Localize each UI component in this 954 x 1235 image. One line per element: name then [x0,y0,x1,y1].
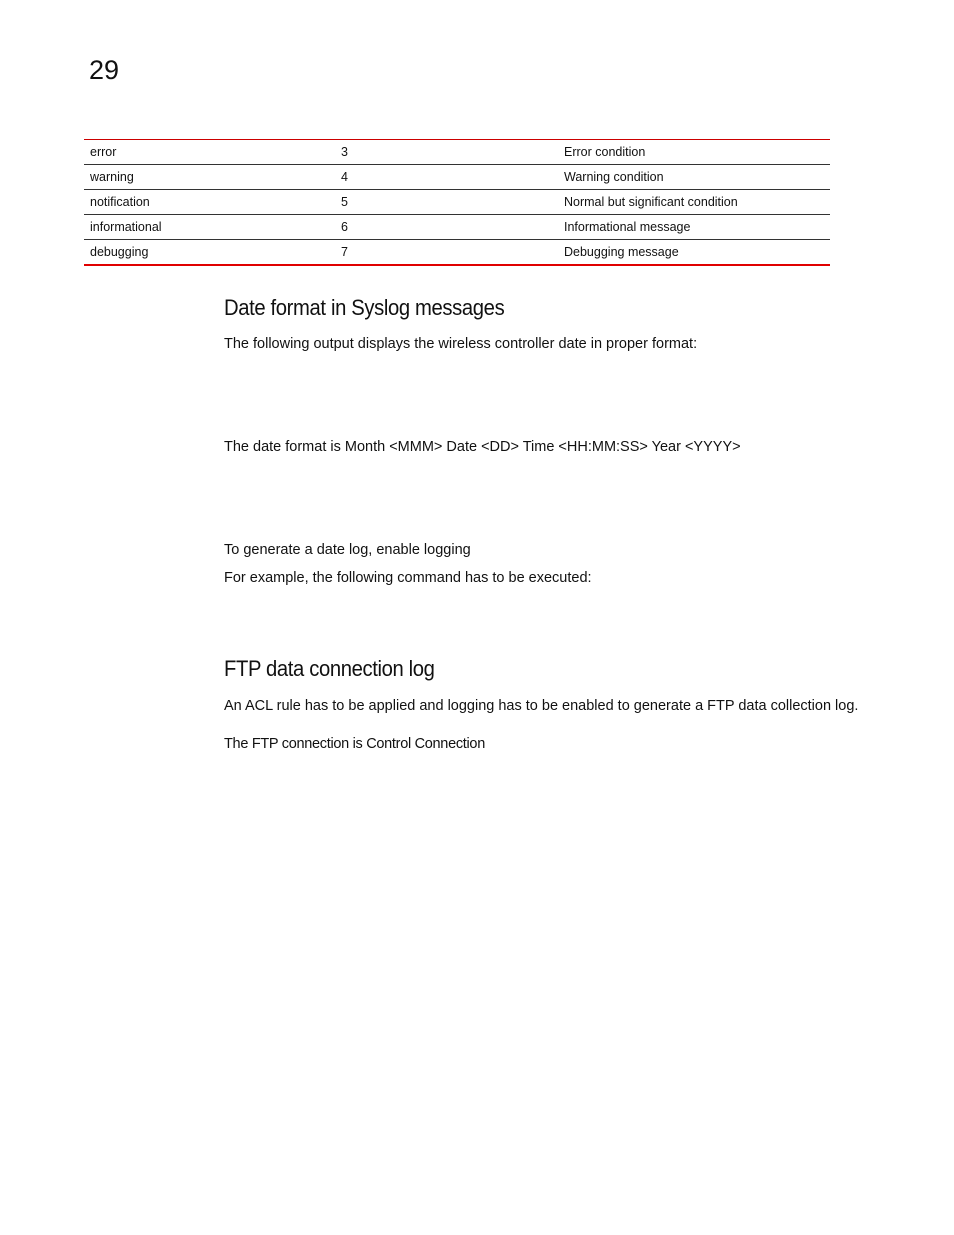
severity-level-cell: 5 [335,190,558,215]
generate-date-log-note: To generate a date log, enable logging [224,542,471,558]
severity-level-cell: 3 [341,145,348,159]
severity-name-cell: notification [84,190,335,215]
table-row [84,190,830,215]
date-format-description: The date format is Month <MMM> Date <DD> Time <HH:MM:SS> Year <YYYY> [224,439,741,455]
date-format-intro: The following output displays the wireless controller date in proper format: [224,336,698,352]
table-row [84,215,830,240]
example-command-note: For example, the following command has to be executed: [224,570,592,586]
severity-name-cell: warning [84,165,335,190]
severity-name-cell: debugging [84,240,335,265]
severity-level-cell: 4 [335,165,558,190]
table-row [84,165,830,190]
chapter-number: 29 [89,55,120,85]
date-format-heading: Date format in Syslog messages [224,295,505,320]
table-row [84,140,830,165]
severity-description-cell: Debugging message [558,240,830,265]
table-row [84,240,830,265]
ftp-connection-subheading: The FTP connection is Control Connection [224,736,485,752]
severity-description-cell: Warning condition [558,165,830,190]
ftp-log-intro: An ACL rule has to be applied and logging has to be enabled to generate a FTP data collection log. [224,698,859,714]
severity-name-cell: informational [84,215,335,240]
ftp-log-heading: FTP data connection log [224,656,435,681]
severity-level-table [84,139,830,266]
severity-description-cell: Error condition [564,145,646,159]
severity-description-cell: Informational message [558,215,830,240]
severity-description-cell: Normal but significant condition [558,190,830,215]
severity-name-cell: error [90,145,117,159]
severity-level-cell: 7 [335,240,558,265]
severity-level-cell: 6 [335,215,558,240]
